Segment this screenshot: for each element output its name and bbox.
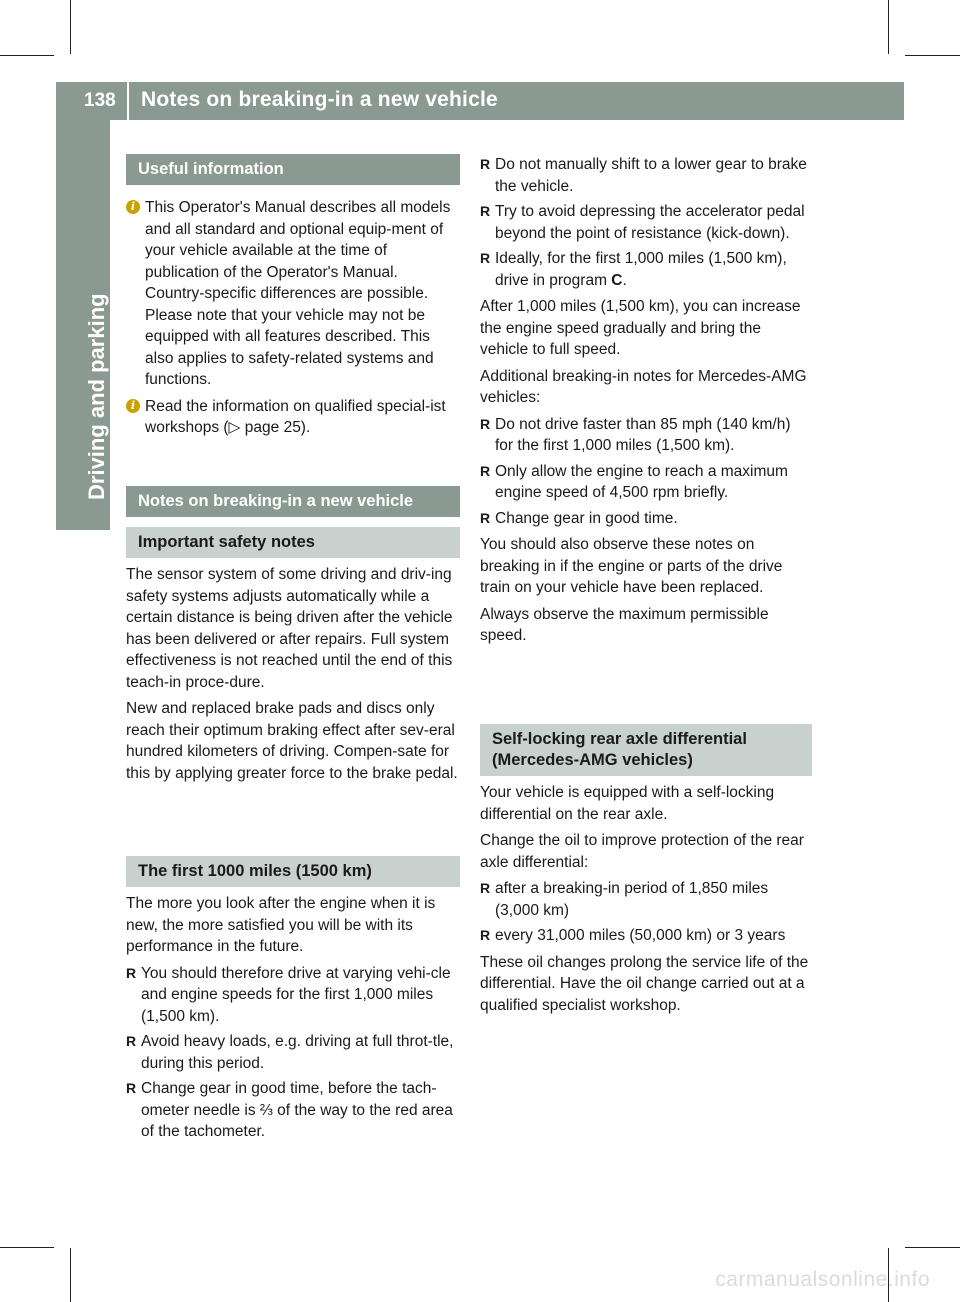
info-note-text: Read the information on qualified special-ist workshops (▷ page 25).: [145, 397, 446, 436]
amg-intro: Additional breaking-in notes for Mercedes-AMG vehicles:: [480, 367, 807, 406]
list-item: [480, 414, 812, 457]
list-item-text: Do not drive faster than 85 mph (140 km/h) for the first 1,000 miles (1,500 km).: [495, 415, 791, 454]
list-item-text: Do not manually shift to a lower gear to brake the vehicle.: [495, 156, 807, 195]
crop-mark: [70, 1248, 71, 1302]
crop-mark: [905, 1247, 960, 1248]
first-miles-list: [126, 963, 460, 1143]
crop-mark: [0, 1247, 54, 1248]
amg-list: [480, 414, 812, 530]
bullet-icon: R: [480, 203, 491, 219]
list-item-end: .: [622, 271, 627, 289]
useful-info-heading: Useful information: [126, 154, 460, 185]
list-item: [126, 1078, 460, 1143]
differential-paragraph: Change the oil to improve protection of the rear axle differential:: [480, 832, 804, 871]
bullet-icon: R: [480, 462, 491, 479]
bullet-icon: R: [126, 1033, 137, 1049]
first-miles-intro: The more you look after the engine when it is new, the more satisfied you will be with its performance in the future.: [126, 895, 436, 955]
first-miles-section: [126, 856, 460, 1148]
list-item: [480, 508, 812, 530]
list-item: [480, 248, 812, 291]
crop-mark: [888, 0, 889, 54]
list-item-text: Ideally, for the first 1,000 miles (1,500 km), drive in program: [495, 250, 787, 289]
page-title: Notes on breaking-in a new vehicle: [141, 88, 498, 111]
crop-mark: [0, 55, 54, 56]
info-note: [126, 396, 460, 439]
page-number: 138: [84, 90, 116, 111]
list-item-text: Change gear in good time, before the tach-ometer needle is ⅔ of the way to the red area of the tachometer.: [141, 1080, 453, 1140]
differential-heading: Self-locking rear axle differential (Mercedes-AMG vehicles): [480, 724, 812, 776]
watermark: carmanualsonline.info: [715, 1268, 930, 1291]
side-tab-label: Driving and parking: [84, 293, 109, 500]
list-item-text: Avoid heavy loads, e.g. driving at full throt-tle, during this period.: [141, 1033, 454, 1072]
list-item: [480, 154, 812, 197]
observe-paragraph: You should also observe these notes on breaking in if the engine or parts of the drive train on your vehicle have been replaced.: [480, 536, 783, 596]
shift-list: [480, 154, 812, 291]
list-item: [480, 461, 812, 504]
header-divider: [127, 82, 129, 120]
list-item-text: Try to avoid depressing the accelerator pedal beyond the point of resistance (kick-down).: [495, 203, 805, 242]
list-item-text: Only allow the engine to reach a maximum engine speed of 4,500 rpm briefly.: [495, 462, 788, 501]
bullet-icon: R: [126, 964, 137, 981]
bullet-icon: R: [480, 880, 491, 896]
program-key: C: [611, 271, 623, 289]
list-item: [480, 878, 812, 921]
first-miles-heading: The first 1000 miles (1500 km): [126, 856, 460, 887]
breaking-in-section: [126, 486, 460, 789]
info-note-text: This Operator's Manual describes all models and all standard and optional equip-ment of your vehicle available at the time of publication of the Operator's Manual. Country-specific differences are possible. Please note that your vehicle may not be equipped with all features described. This also applies to safety-related systems and functions.: [145, 199, 451, 388]
bullet-icon: R: [480, 250, 491, 266]
list-item-text: You should therefore drive at varying vehi-cle and engine speeds for the first 1,000 miles (1,500 km).: [141, 964, 451, 1025]
max-speed-paragraph: Always observe the maximum permissible speed.: [480, 605, 769, 644]
safety-paragraph: New and replaced brake pads and discs only reach their optimum braking effect after sev-eral hundred kilometers of driving. Compen-sate for this by applying greater force to the brake pedal.: [126, 700, 458, 782]
list-item-text: after a breaking-in period of 1,850 miles (3,000 km): [495, 880, 769, 919]
list-item: [126, 963, 460, 1028]
list-item-text: every 31,000 miles (50,000 km) or 3 years: [495, 927, 786, 944]
list-item: [126, 1031, 460, 1074]
breaking-in-heading: Notes on breaking-in a new vehicle: [126, 486, 460, 517]
info-icon: i: [126, 200, 140, 214]
right-top-block: [480, 154, 812, 652]
list-item: [480, 201, 812, 244]
bullet-icon: R: [480, 156, 491, 172]
info-icon: i: [126, 399, 140, 413]
useful-info-section: [126, 154, 460, 444]
after-paragraph: After 1,000 miles (1,500 km), you can increase the engine speed gradually and bring the vehicle to full speed.: [480, 298, 801, 358]
safety-notes-heading: Important safety notes: [126, 527, 460, 558]
differential-section: [480, 724, 812, 1021]
info-note: [126, 197, 460, 391]
safety-paragraph: The sensor system of some driving and driv-ing safety systems adjusts automatically while a certain distance is being driven after the vehicle has been delivered or after repairs. Full system effectiveness is not reached until the end of this teach-in proce-dure.: [126, 566, 453, 691]
oil-change-list: [480, 878, 812, 947]
bullet-icon: R: [480, 415, 491, 432]
differential-paragraph: These oil changes prolong the service life of the differential. Have the oil change carried out at a qualified specialist workshop.: [480, 953, 809, 1014]
bullet-icon: R: [126, 1080, 137, 1096]
differential-paragraph: Your vehicle is equipped with a self-locking differential on the rear axle.: [480, 784, 775, 823]
crop-mark: [905, 55, 960, 56]
list-item: [480, 925, 812, 947]
list-item-text: Change gear in good time.: [495, 509, 678, 527]
bullet-icon: R: [480, 509, 491, 526]
bullet-icon: R: [480, 927, 491, 943]
crop-mark: [70, 0, 71, 54]
